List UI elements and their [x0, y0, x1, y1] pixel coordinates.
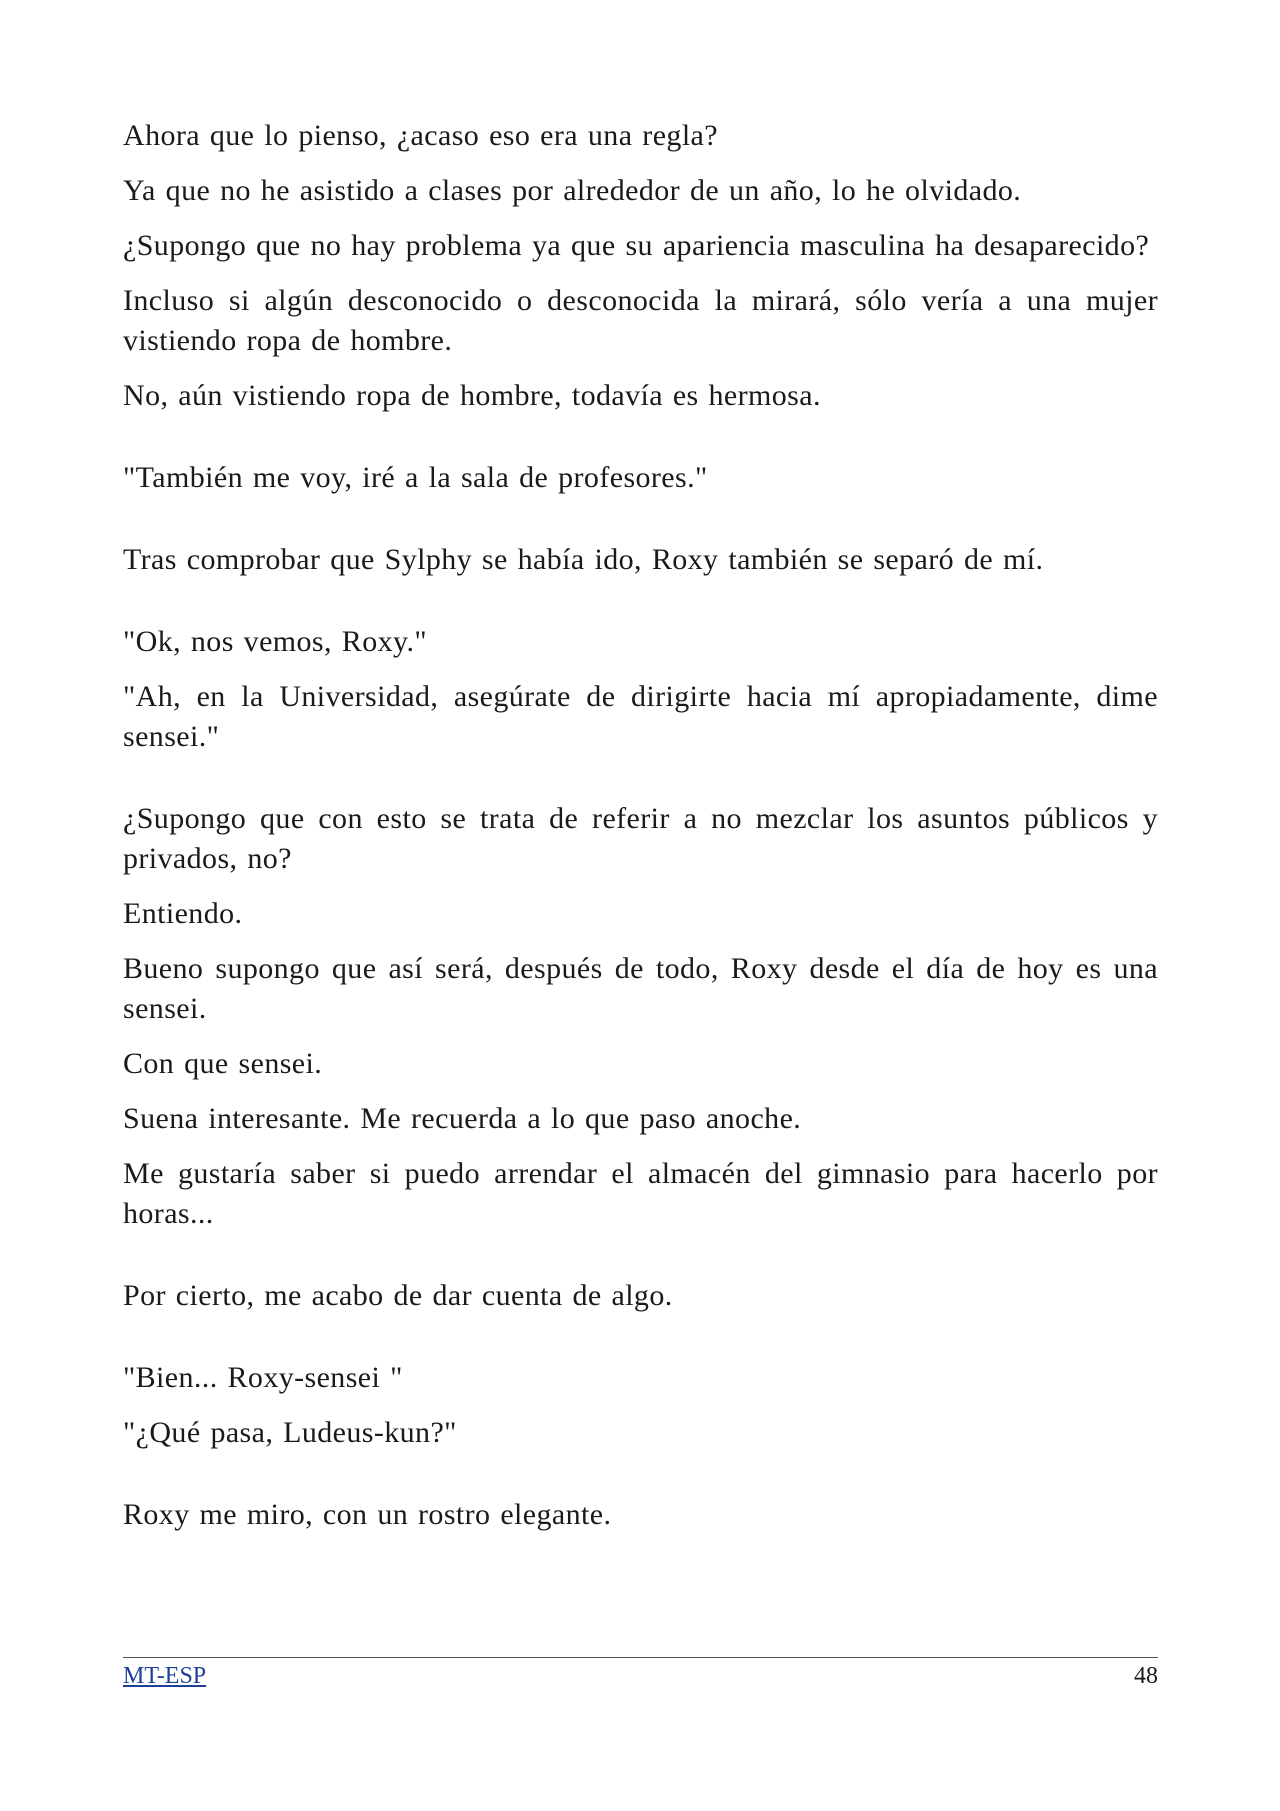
paragraph: "También me voy, iré a la sala de profesores." [123, 461, 708, 494]
paragraph-gap [123, 595, 1158, 622]
paragraph-gap [123, 1468, 1158, 1495]
paragraph: Ahora que lo pienso, ¿acaso eso era una regla? [123, 119, 718, 152]
paragraph: Con que sensei. [123, 1047, 323, 1080]
paragraph: ¿Supongo que con esto se trata de referir a no mezclar los asuntos públicos y privados, no? [123, 802, 1158, 875]
page-body [123, 116, 1158, 1550]
paragraph: No, aún vistiendo ropa de hombre, todavía es hermosa. [123, 379, 821, 412]
paragraph: Tras comprobar que Sylphy se había ido, Roxy también se separó de mí. [123, 543, 1044, 576]
paragraph: Bueno supongo que así será, después de todo, Roxy desde el día de hoy es una sensei. [123, 952, 1158, 1025]
paragraph: Entiendo. [123, 897, 243, 930]
paragraph: ¿Supongo que no hay problema ya que su apariencia masculina ha desaparecido? [123, 229, 1150, 262]
paragraph: Me gustaría saber si puedo arrendar el almacén del gimnasio para hacerlo por horas... [123, 1157, 1158, 1230]
footer-divider [123, 1657, 1158, 1658]
paragraph-gap [123, 513, 1158, 540]
paragraph: "Ah, en la Universidad, asegúrate de dirigirte hacia mí apropiadamente, dime sensei." [123, 680, 1158, 753]
paragraph: Ya que no he asistido a clases por alrededor de un año, lo he olvidado. [123, 174, 1022, 207]
paragraph: Por cierto, me acabo de dar cuenta de algo. [123, 1279, 673, 1312]
paragraph: Suena interesante. Me recuerda a lo que paso anoche. [123, 1102, 802, 1135]
paragraph: "Bien... Roxy-sensei " [123, 1361, 403, 1394]
footer-link-mt-esp[interactable]: MT-ESP [123, 1663, 207, 1689]
paragraph: Incluso si algún desconocido o desconocida la mirará, sólo vería a una mujer vistiendo ropa de hombre. [123, 284, 1158, 357]
paragraph-gap [123, 1249, 1158, 1276]
paragraph-gap [123, 431, 1158, 458]
paragraph: "Ok, nos vemos, Roxy." [123, 625, 428, 658]
paragraph-gap [123, 1331, 1158, 1358]
paragraph: "¿Qué pasa, Ludeus-kun?" [123, 1416, 457, 1449]
paragraph: Roxy me miro, con un rostro elegante. [123, 1498, 612, 1531]
paragraph-gap [123, 772, 1158, 799]
page-number: 48 [1134, 1663, 1158, 1689]
